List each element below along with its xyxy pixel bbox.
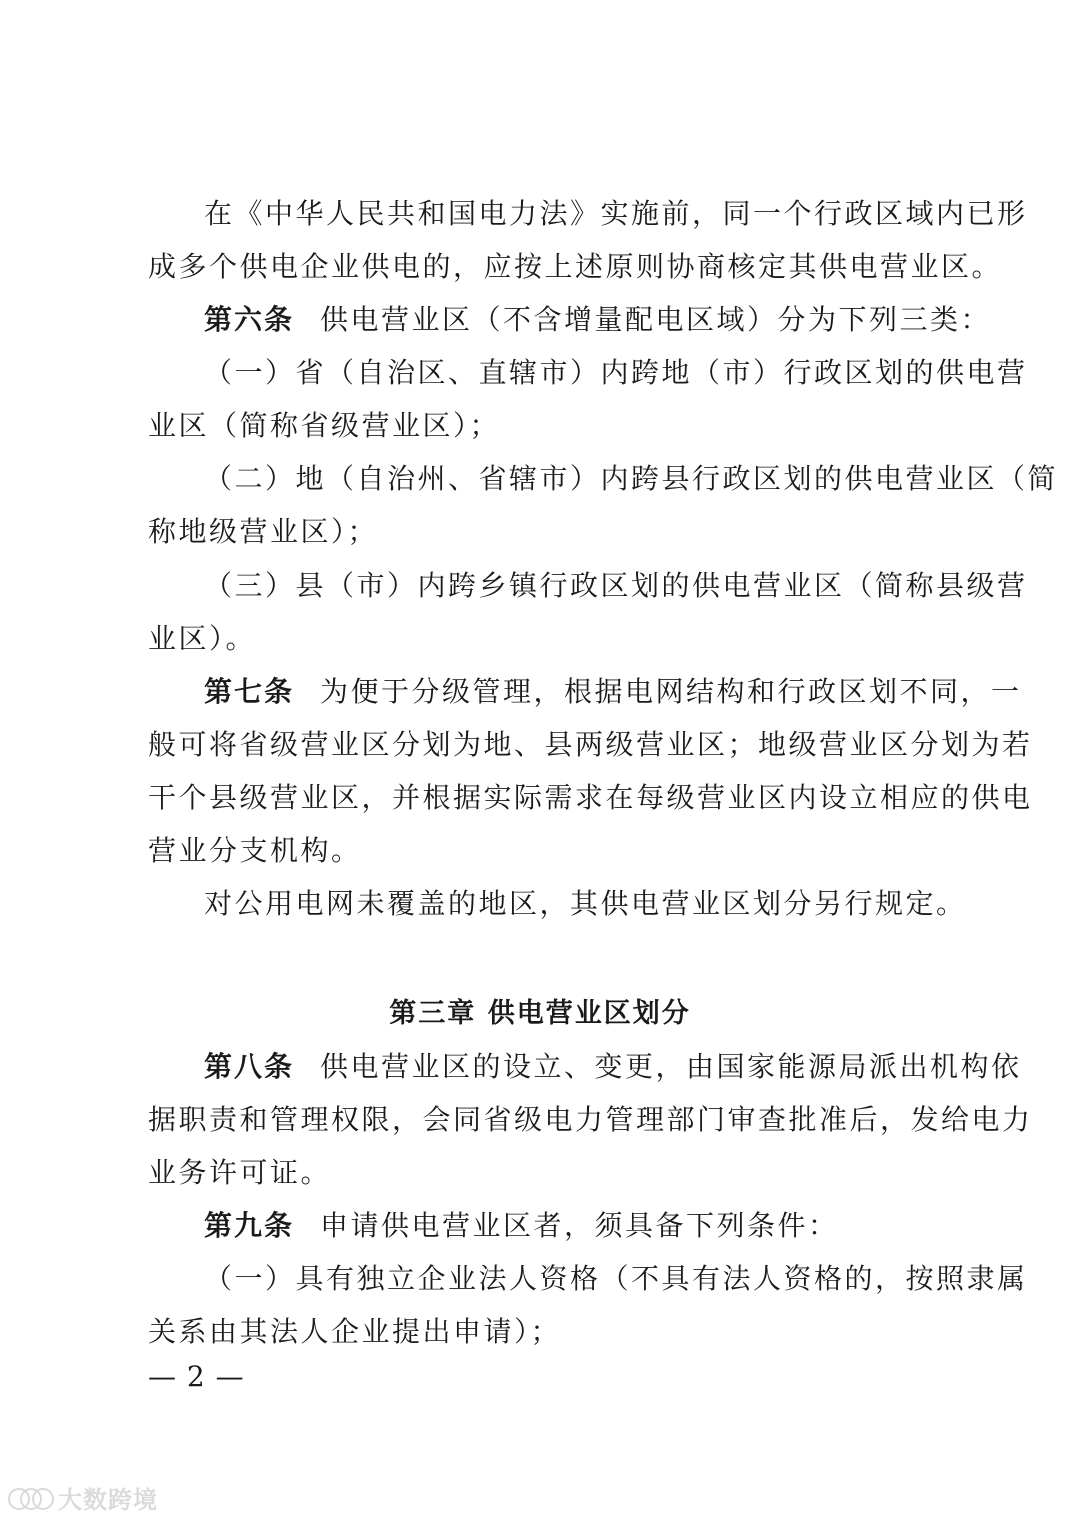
list-item-line: 业区（简称省级营业区）；: [148, 409, 501, 442]
article-label: 第六条: [204, 303, 295, 336]
paragraph-line: 业务许可证。: [148, 1156, 332, 1189]
list-item-line: （一）省（自治区、直辖市）内跨地（市）行政区划的供电营: [204, 356, 1028, 389]
paragraph-line: 成多个供电企业供电的，应按上述原则协商核定其供电营业区。: [148, 250, 1003, 283]
watermark: [8, 1480, 158, 1515]
article-7: [204, 672, 1022, 712]
article-label: 第七条: [204, 675, 295, 708]
paragraph-line: 般可将省级营业区分划为地、县两级营业区；地级营业区分划为若: [148, 728, 1033, 761]
article-text: 为便于分级管理，根据电网结构和行政区划不同，一: [320, 675, 1022, 708]
list-item-line: （二）地（自治州、省辖市）内跨县行政区划的供电营业区（简: [204, 462, 1059, 495]
article-text: 供电营业区（不含增量配电区域）分为下列三类：: [320, 303, 992, 336]
article-9: [204, 1206, 938, 1246]
paragraph-line: 对公用电网未覆盖的地区，其供电营业区划分另行规定。: [204, 887, 967, 920]
list-item-line: 业区）。: [148, 622, 257, 655]
paragraph-line: 据职责和管理权限，会同省级电力管理部门审查批准后，发给电力: [148, 1103, 1033, 1136]
list-item-line: （三）县（市）内跨乡镇行政区划的供电营业区（简称县级营: [204, 569, 1028, 602]
article-text: 供电营业区的设立、变更，由国家能源局派出机构依: [320, 1050, 1022, 1083]
chapter-heading: 第三章 供电营业区划分: [389, 998, 691, 1029]
article-text: 申请供电营业区者，须具备下列条件：: [320, 1209, 839, 1242]
paragraph-line: 营业分支机构。: [148, 834, 362, 867]
paragraph-line: 干个县级营业区，并根据实际需求在每级营业区内设立相应的供电: [148, 781, 1033, 814]
paragraph-line: 在《中华人民共和国电力法》实施前，同一个行政区域内已形: [204, 197, 1028, 230]
page-number: — 2 —: [148, 1360, 245, 1393]
article-8: [204, 1047, 1022, 1087]
article-label: 第八条: [204, 1050, 295, 1083]
article-6: [204, 300, 992, 340]
list-item-line: 关系由其法人企业提出申请）；: [148, 1315, 562, 1348]
list-item-line: （一）具有独立企业法人资格（不具有法人资格的，按照隶属: [204, 1262, 1028, 1295]
rings-logo-icon: [8, 1485, 52, 1511]
article-label: 第九条: [204, 1209, 295, 1242]
watermark-text: 大数跨境: [58, 1486, 158, 1514]
list-item-line: 称地级营业区）；: [148, 515, 379, 548]
